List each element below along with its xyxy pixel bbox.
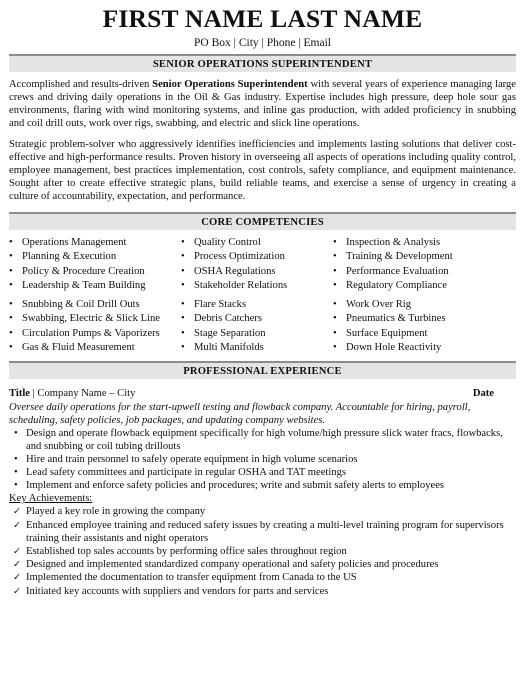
company-name: | Company Name – City [30,388,136,400]
competencies-heading: CORE COMPETENCIES [9,212,516,230]
job-date: Date [472,388,494,400]
summary-text: Accomplished and results-driven [9,79,153,90]
competency-list [181,298,333,355]
summary-emphasis: Senior Operations Superintendent [152,79,308,90]
experience-heading: PROFESSIONAL EXPERIENCE [9,361,516,379]
checkmark-icon: ✓ [13,585,21,597]
competency-list [9,236,181,293]
list-item: • Snubbing & Coil Drill Outs [9,298,181,312]
contact-line: PO Box | City | Phone | Email [194,37,331,49]
achievement-item [9,585,516,598]
list-item: • Stage Separation [181,327,333,341]
job-title-line [9,387,135,400]
list-item: • Stakeholder Relations [181,279,333,293]
competency-list [9,298,181,355]
list-item: • Circulation Pumps & Vaporizers [9,327,181,341]
list-item: • Down Hole Reactivity [333,341,493,355]
list-item: • Flare Stacks [181,298,333,312]
achievement-text: Enhanced employee training and reduced safety issues by creating a multi-level training program for supervisors training their assistants and night operators [26,519,504,544]
job-description: Oversee daily operations for the start-upwell testing and flowback company. Accountable for hiring, payroll, scheduling, safety policies, job packages, and updating company websites. [9,402,471,427]
job-title: Title [9,388,30,400]
competency-list [333,236,493,293]
list-item: • Inspection & Analysis [333,236,493,250]
list-item: • Debris Catchers [181,312,333,326]
achievement-item [9,558,516,571]
achievement-text: Designed and implemented standardized company operational and safety policies and procedures [26,559,439,571]
list-item: • Hire and train personnel to safely operate equipment in high volume scenarios [9,453,516,466]
list-item: • Training & Development [333,250,493,264]
list-item: • Regulatory Compliance [333,279,493,293]
list-item: • Planning & Execution [9,250,181,264]
list-item: • Leadership & Team Building [9,279,181,293]
list-item: • Design and operate flowback equipment specifically for high volume/high pressure slick water fracs, flowbacks, and snubbing or coil tubing drillouts [9,427,516,453]
competencies-grid [9,236,516,360]
summary-heading: SENIOR OPERATIONS SUPERINTENDENT [9,54,516,72]
candidate-name: FIRST NAME LAST NAME [102,4,423,33]
list-item: • Performance Evaluation [333,265,493,279]
summary-text-continued: with several years of experience managing large crews and driving daily operations in the Oil & Gas industry. Expertise includes high pressure, deep hole sour gas environments, flaring with wind monitoring systems, and inline gas production, with added proficiency in snubbing and coil drill outs, work over rigs, swabbing, and electric and slick line operations. [9,79,516,129]
list-item: • Quality Control [181,236,333,250]
list-item: • Surface Equipment [333,327,493,341]
achievement-item [9,571,516,584]
achievement-item [9,545,516,558]
checkmark-icon: ✓ [13,559,21,571]
list-item: • Operations Management [9,236,181,250]
duties-list [9,427,516,492]
competencies-column-3 [333,236,493,360]
checkmark-icon: ✓ [13,572,21,584]
list-item: • Multi Manifolds [181,341,333,355]
key-achievements-label: Key Achievements: [9,493,93,505]
achievement-text: Established top sales accounts by performing office sales throughout region [26,545,347,557]
achievements-list [9,505,516,597]
summary-paragraph-1 [9,78,516,130]
list-item: • Pneumatics & Turbines [333,312,493,326]
competency-list [333,298,493,355]
list-item: • Policy & Procedure Creation [9,265,181,279]
summary-paragraph-2: Strategic problem-solver who aggressively identifies inefficiencies and implements lasting solutions that deliver cost-effective and high-performance results. Proven history in overseeing all aspects of operations including quality control, employee management, best practices implementation, cost controls, safety compliance, and equipment maintenance. Sought after to create effective strategic plans, build reliable teams, and exercise a sense of urgency in creating a culture of accountability, expectation, and performance. [9,139,516,202]
checkmark-icon: ✓ [13,545,21,557]
list-item: • Lead safety committees and participate in regular OSHA and TAT meetings [9,466,516,479]
list-item: • Implement and enforce safety policies and procedures; write and submit safety alerts to employees [9,479,516,492]
competency-list [181,236,333,293]
list-item: • Process Optimization [181,250,333,264]
competencies-column-2 [181,236,333,360]
job-header [9,387,516,400]
list-item: • Work Over Rig [333,298,493,312]
achievement-text: Initiated key accounts with suppliers and vendors for parts and services [26,585,329,597]
achievement-text: Played a key role in growing the company [26,506,206,518]
checkmark-icon: ✓ [13,506,21,518]
list-item: • Swabbing, Electric & Slick Line [9,312,181,326]
competencies-column-1 [9,236,181,360]
achievement-item [9,505,516,518]
list-item: • OSHA Regulations [181,265,333,279]
checkmark-icon: ✓ [13,519,21,531]
list-item: • Gas & Fluid Measurement [9,341,181,355]
achievement-item [9,519,516,545]
achievement-text: Implemented the documentation to transfer equipment from Canada to the US [26,572,357,584]
